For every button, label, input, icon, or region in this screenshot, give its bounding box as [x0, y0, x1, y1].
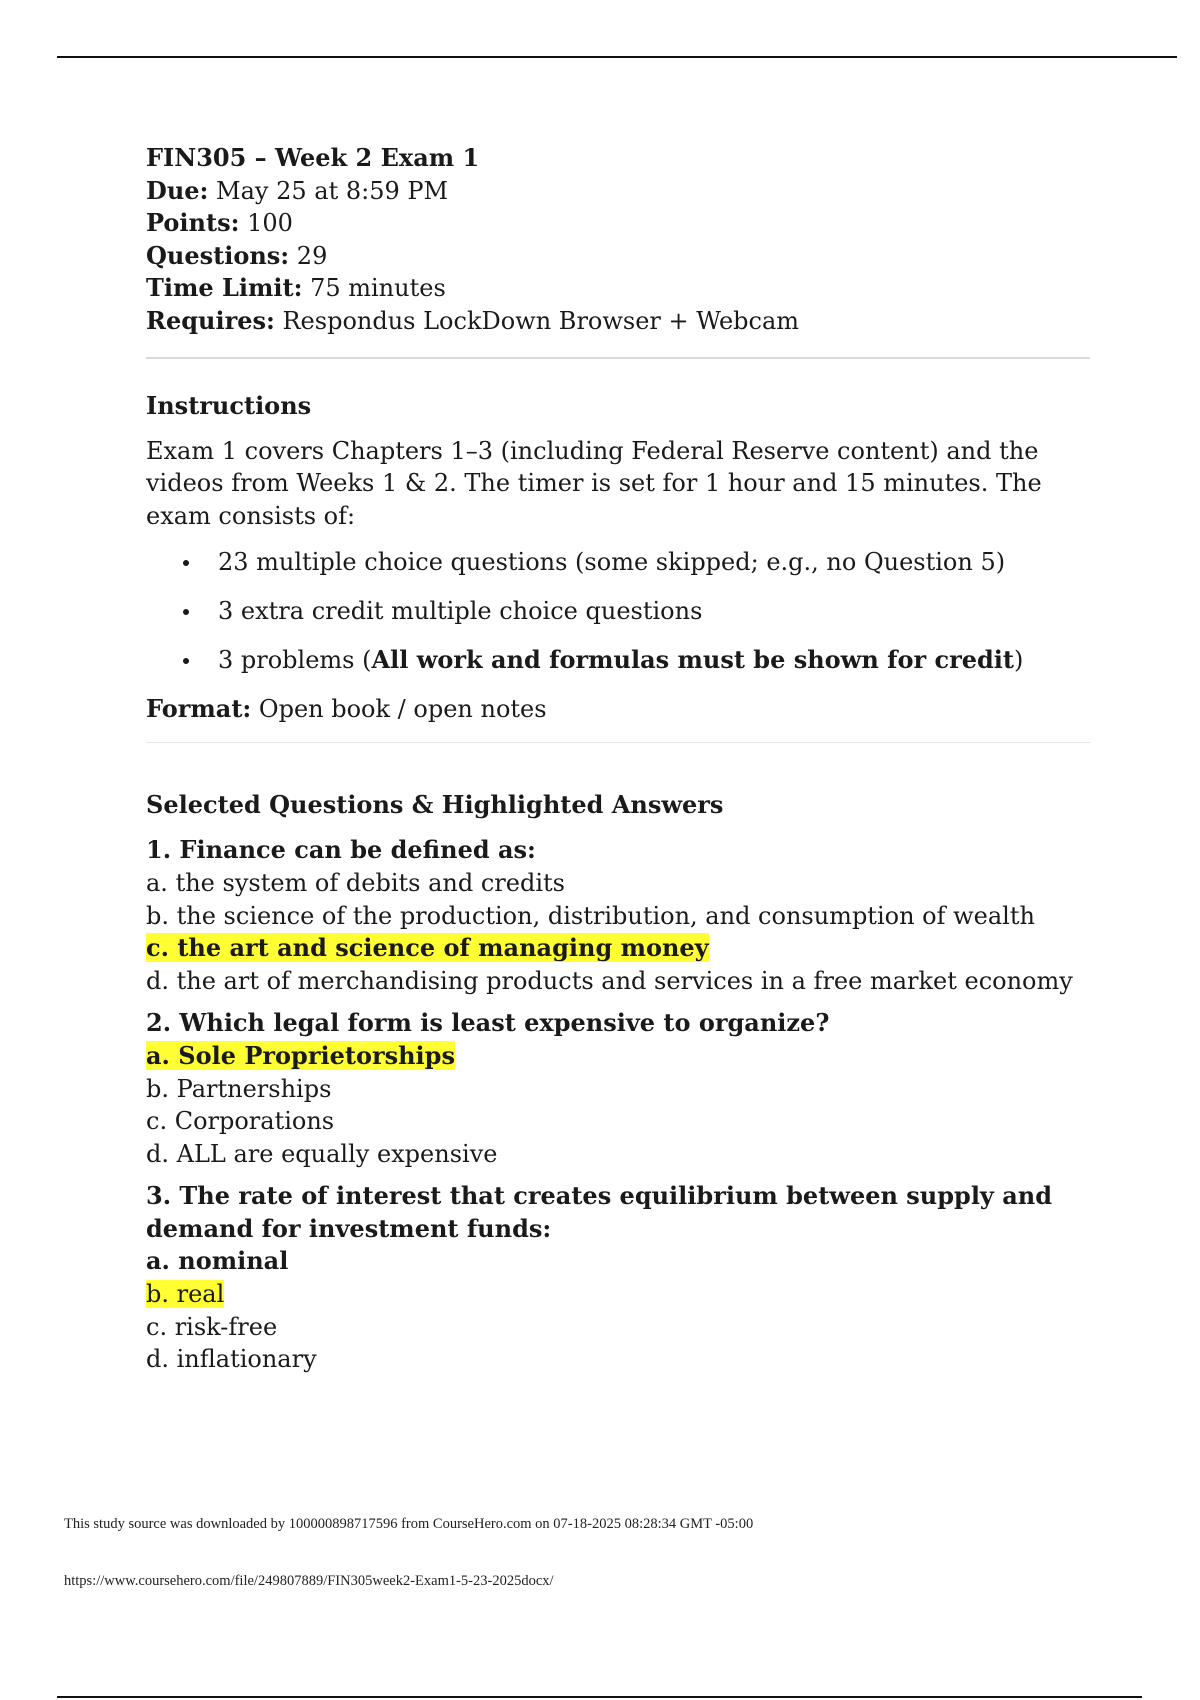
- question-2: [146, 1007, 1090, 1170]
- answer-option: b. Partnerships: [146, 1074, 332, 1103]
- bullet-suffix: ): [1013, 646, 1024, 675]
- requires-label: Requires:: [146, 305, 275, 335]
- bottom-divider: [57, 1696, 1142, 1698]
- points-label: Points:: [146, 208, 240, 238]
- format-label: Format:: [146, 694, 252, 724]
- list-item: 3 extra credit multiple choice questions: [146, 595, 1090, 627]
- instructions-heading: Instructions: [146, 390, 312, 420]
- answer-option: a. the system of debits and credits: [146, 868, 565, 897]
- questions-line: [146, 240, 1090, 273]
- section-divider: [146, 357, 1090, 359]
- due-label: Due:: [146, 175, 209, 205]
- highlighted-answer: [146, 1278, 1090, 1311]
- points-value: 100: [239, 209, 293, 238]
- question-3: [146, 1180, 1090, 1376]
- highlighted-answer: [146, 932, 1090, 965]
- questions-value: 29: [289, 241, 328, 270]
- due-value: May 25 at 8:59 PM: [208, 176, 449, 205]
- questions-heading: Selected Questions & Highlighted Answers: [146, 790, 724, 820]
- question-text: 1. Finance can be defined as:: [146, 835, 536, 865]
- source-url[interactable]: https://www.coursehero.com/file/249807889/FIN305week2-Exam1-5-23-2025docx/: [64, 1573, 554, 1589]
- requires-value: Respondus LockDown Browser + Webcam: [274, 306, 800, 335]
- bullet-bold-note: All work and formulas must be shown for credit: [371, 645, 1014, 675]
- document-body: [146, 142, 1090, 1376]
- answer-option: c. risk-free: [146, 1312, 278, 1341]
- answer-option: d. the art of merchandising products and services in a free market economy: [146, 966, 1073, 995]
- time-limit-label: Time Limit:: [146, 273, 303, 303]
- highlighted-answer-text: b. real: [146, 1280, 225, 1309]
- bullet-prefix: 3 problems (: [218, 646, 372, 675]
- due-line: [146, 175, 1090, 208]
- question-1: [146, 834, 1090, 997]
- list-item: 23 multiple choice questions (some skipped; e.g., no Question 5): [146, 546, 1090, 578]
- download-notice: This study source was downloaded by 100000898717596 from CourseHero.com on 07-18-2025 08:28:34 GMT -05:00: [64, 1516, 754, 1532]
- requires-line: [146, 305, 1090, 338]
- answer-option: c. Corporations: [146, 1107, 335, 1136]
- top-divider: [57, 56, 1177, 58]
- points-line: [146, 207, 1090, 240]
- section-divider: [146, 742, 1090, 743]
- highlighted-answer-text: a. Sole Proprietorships: [146, 1040, 455, 1070]
- instructions-paragraph: Exam 1 covers Chapters 1–3 (including Federal Reserve content) and the videos from Weeks 1 & 2. The timer is set for 1 hour and 15 minutes. The exam consists of:: [146, 436, 1042, 530]
- highlighted-answer-text: c. the art and science of managing money: [146, 933, 709, 963]
- exam-components-list: [146, 546, 1090, 676]
- time-limit-value: 75 minutes: [302, 274, 446, 303]
- format-line: [146, 693, 1090, 725]
- highlighted-answer: [146, 1040, 1090, 1073]
- list-item: [146, 644, 1090, 676]
- answer-option: d. inflationary: [146, 1345, 317, 1374]
- answer-option: d. ALL are equally expensive: [146, 1139, 498, 1168]
- time-limit-line: [146, 272, 1090, 305]
- questions-label: Questions:: [146, 240, 290, 270]
- exam-title: FIN305 – Week 2 Exam 1: [146, 143, 480, 172]
- question-text: 2. Which legal form is least expensive to organize?: [146, 1008, 830, 1038]
- format-value: Open book / open notes: [251, 695, 547, 724]
- question-text: 3. The rate of interest that creates equilibrium between supply and demand for investment funds:: [146, 1181, 1053, 1243]
- answer-option: a. nominal: [146, 1246, 289, 1276]
- answer-option: b. the science of the production, distribution, and consumption of wealth: [146, 901, 1035, 930]
